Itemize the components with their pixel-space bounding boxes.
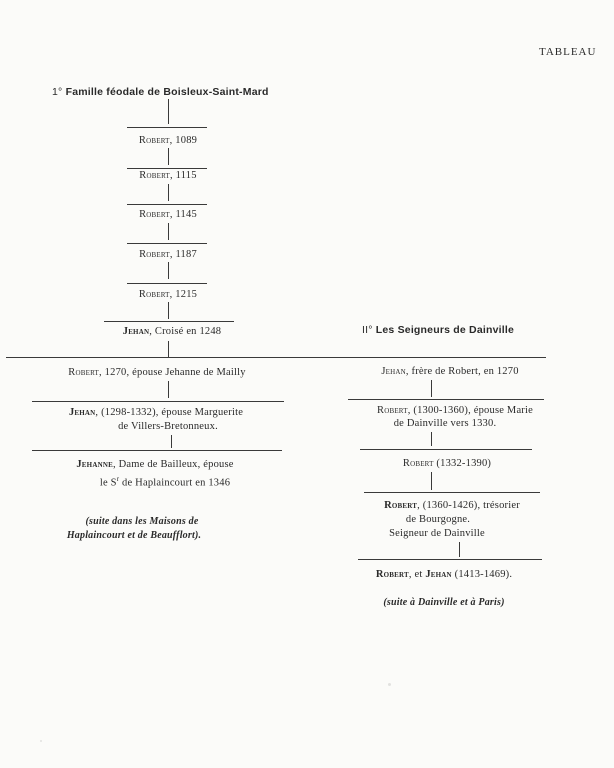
- connector-line: [168, 341, 169, 357]
- person-name: Robert: [139, 249, 170, 260]
- entry-robert-1187: [139, 249, 197, 260]
- entry-jehanne-line1: [76, 459, 233, 470]
- person-date: , 1115: [170, 170, 197, 181]
- person-date: , 1089: [169, 135, 198, 146]
- left-heading-number: 1°: [52, 86, 63, 98]
- scan-speck: [388, 683, 391, 686]
- entry-robert-1089: [139, 135, 197, 146]
- person-date: , 1187: [169, 249, 197, 260]
- divider-line: [127, 168, 207, 169]
- divider-line: [32, 450, 282, 451]
- divider-line: [127, 283, 207, 284]
- connector-line: [171, 435, 172, 448]
- person-name: Jehan: [381, 366, 406, 377]
- person-date: , 1145: [169, 209, 197, 220]
- right-heading: [362, 324, 514, 336]
- entry-robert-1215: [139, 289, 197, 300]
- entry-robert-1332: [403, 458, 491, 469]
- connector-line: [168, 99, 169, 124]
- person-name: Jehan: [425, 569, 452, 580]
- divider-line: [348, 399, 544, 400]
- entry-jehanne-line2: [100, 475, 230, 489]
- entry-jehan-1248: [123, 326, 222, 337]
- right-continuation-note: (suite à Dainville et à Paris): [383, 597, 505, 608]
- connector-line: [168, 302, 169, 319]
- connector-line: [459, 542, 460, 557]
- text-part: de Haplaincourt en 1346: [119, 477, 231, 489]
- person-name: Robert: [139, 209, 170, 220]
- connector-line: [431, 432, 432, 446]
- entry-robert-jehan-1413: [376, 569, 512, 580]
- divider-line: [364, 492, 540, 493]
- entry-robert-1115: [139, 170, 196, 181]
- right-heading-title: Les Seigneurs de Dainville: [375, 324, 515, 336]
- divider-line: [127, 243, 207, 244]
- person-name: Robert: [138, 289, 170, 300]
- left-continuation-note-line1: (suite dans les Maisons de: [85, 516, 199, 527]
- person-detail: , frère de Robert, en 1270: [405, 366, 519, 377]
- connector-line: [168, 223, 169, 240]
- person-name: Robert: [377, 405, 408, 416]
- person-detail: , (1298-1332), épouse Marguerite: [95, 407, 244, 418]
- entry-robert-1360-line2: de Bourgogne.: [405, 514, 471, 525]
- text-part: le S: [99, 477, 117, 489]
- entry-robert-1300-line1: [377, 405, 533, 416]
- left-heading: [52, 86, 269, 98]
- person-name: Robert: [139, 170, 171, 181]
- connector-line: [168, 381, 169, 398]
- divider-line: [127, 127, 207, 128]
- person-detail: , (1300-1360), épouse Marie: [407, 405, 533, 416]
- entry-robert-1270: [68, 367, 245, 378]
- person-name: Jehan: [68, 407, 96, 418]
- person-name: Robert: [402, 458, 434, 469]
- superscript: r: [116, 475, 120, 483]
- divider-line: [127, 204, 207, 205]
- person-name: Jehan: [122, 326, 150, 337]
- person-date: , Croisé en 1248: [149, 326, 222, 337]
- entry-robert-1360-line1: [384, 500, 520, 511]
- scan-speck: [40, 740, 42, 742]
- divider-line: [104, 321, 234, 322]
- person-detail: , Dame de Bailleux, épouse: [112, 459, 234, 470]
- connector-line: [168, 184, 169, 201]
- divider-line: [360, 449, 532, 450]
- divider-line: [32, 401, 284, 402]
- entry-robert-1145: [139, 209, 197, 220]
- person-name: Robert: [384, 500, 418, 511]
- right-heading-number: II°: [362, 324, 373, 336]
- entry-jehan-1298-line2: de Villers-Bretonneux.: [118, 421, 218, 432]
- connector-line: [431, 472, 432, 490]
- entry-jehan-1270: [381, 366, 518, 377]
- person-date: , 1215: [169, 289, 198, 300]
- person-date: (1413-1469).: [451, 569, 513, 580]
- left-continuation-note-line2: Haplaincourt et de Beaufflort).: [66, 530, 202, 541]
- connector-line: [431, 380, 432, 397]
- person-name: Robert: [68, 367, 100, 378]
- entry-jehan-1298-line1: [69, 407, 243, 418]
- entry-robert-1360-line3: Seigneur de Dainville: [389, 528, 485, 539]
- connector-line: [168, 148, 169, 165]
- person-name: Jehanne: [76, 459, 113, 470]
- conjunction: , et: [408, 569, 426, 580]
- person-detail: , (1360-1426), trésorier: [417, 500, 520, 511]
- person-date: (1332-1390): [433, 458, 492, 469]
- person-name: Robert: [138, 135, 170, 146]
- tableau-label: TABLEAU: [539, 46, 597, 58]
- connector-line: [168, 262, 169, 279]
- branch-divider-line: [6, 357, 546, 358]
- person-detail: , 1270, épouse Jehanne de Mailly: [99, 367, 246, 378]
- left-heading-title: Famille féodale de Boisleux-Saint-Mard: [65, 86, 269, 98]
- divider-line: [358, 559, 542, 560]
- person-name: Robert: [375, 569, 409, 580]
- entry-robert-1300-line2: de Dainville vers 1330.: [393, 418, 497, 429]
